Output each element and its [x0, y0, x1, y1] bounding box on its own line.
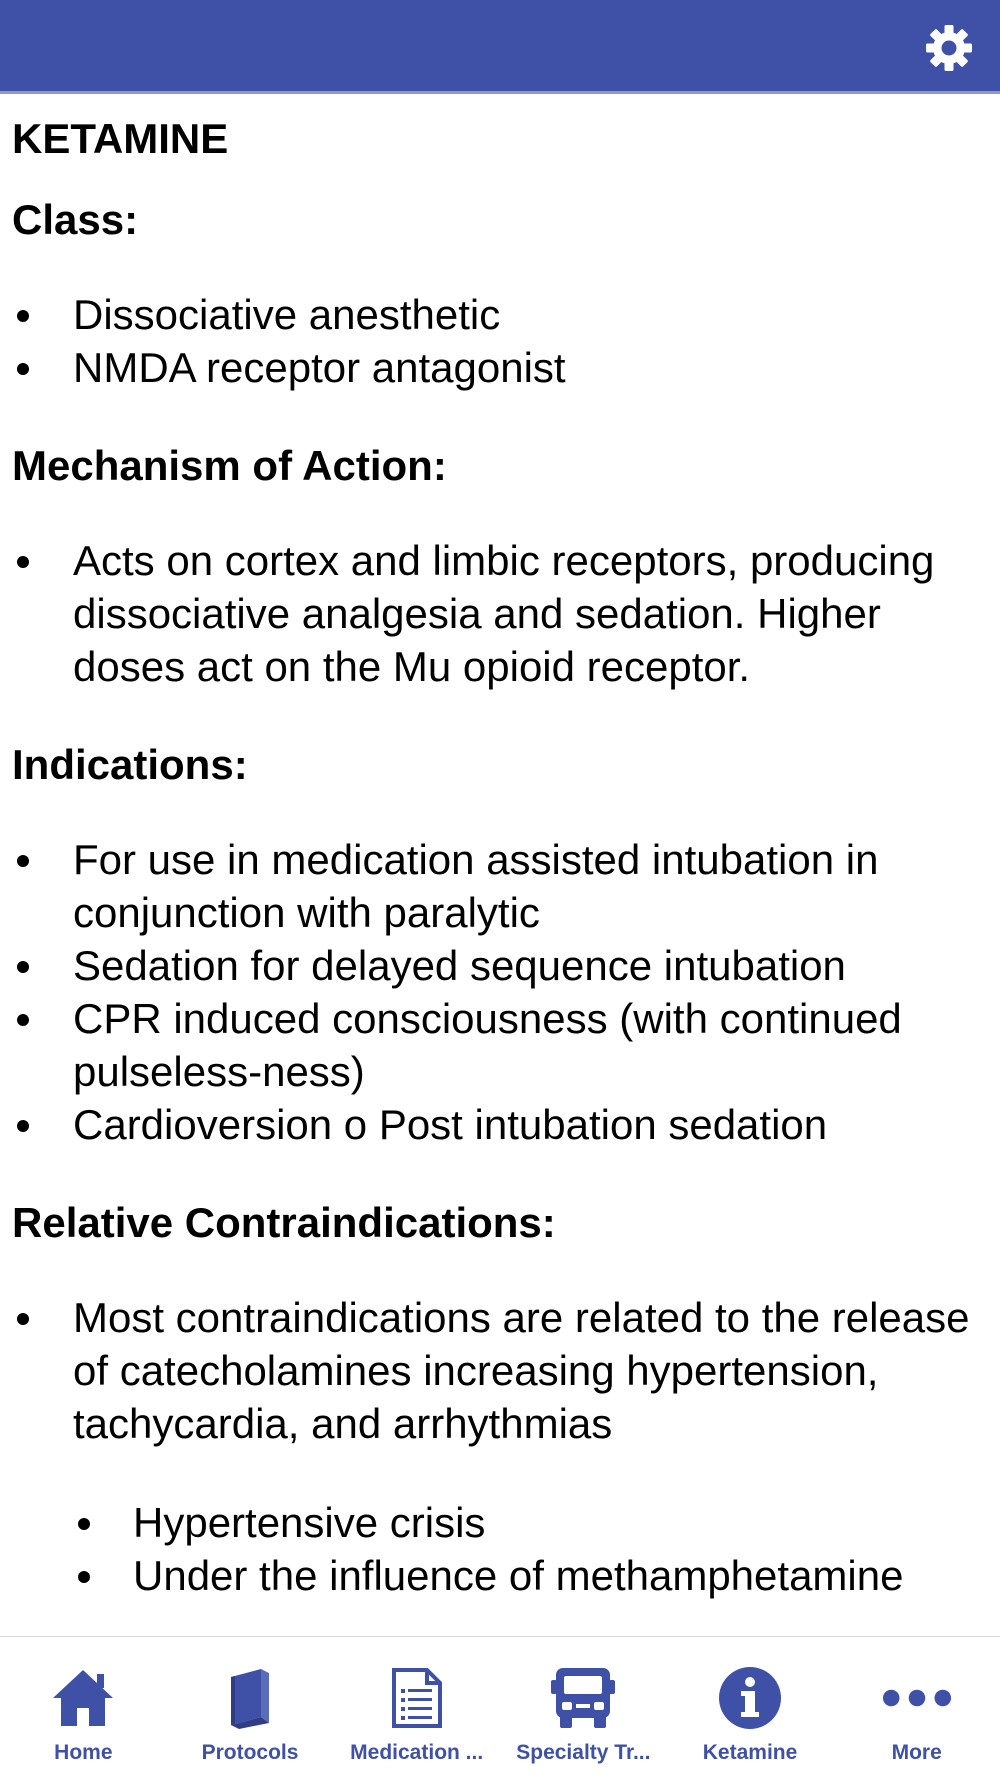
bottom-tab-bar [0, 1636, 1000, 1778]
list-item: Acts on cortex and limbic receptors, producing dissociative analgesia and sedation. Higher doses act on the Mu opioid receptor. [12, 534, 988, 693]
medication-content[interactable] [0, 96, 1000, 1636]
list-item: For use in medication assisted intubation in conjunction with paralytic [12, 833, 988, 939]
tab-more[interactable] [833, 1637, 1000, 1778]
page-title: KETAMINE [12, 115, 229, 162]
truck-icon [550, 1666, 616, 1730]
tab-label: More [891, 1741, 942, 1764]
indications-list [12, 833, 988, 1151]
tab-ketamine[interactable] [667, 1637, 834, 1778]
home-icon [51, 1668, 115, 1728]
tab-protocols[interactable] [167, 1637, 334, 1778]
gear-icon[interactable] [924, 23, 974, 73]
contraindications-list [12, 1291, 988, 1450]
contraindications-sublist [12, 1496, 988, 1602]
sub-list-item: Under the influence of methamphetamine [12, 1549, 988, 1602]
class-list [12, 288, 988, 394]
info-icon [718, 1666, 782, 1730]
tab-home[interactable] [0, 1637, 167, 1778]
more-dots-icon [882, 1686, 952, 1710]
document-list-icon [391, 1667, 443, 1729]
list-item: Dissociative anesthetic [12, 288, 988, 341]
list-item: Cardioversion o Post intubation sedation [12, 1098, 988, 1151]
tab-specialty[interactable] [500, 1637, 667, 1778]
sub-list-item: Hypertensive crisis [12, 1496, 988, 1549]
tab-label: Home [54, 1741, 113, 1764]
class-heading: Class: [12, 196, 139, 243]
contraindications-heading: Relative Contraindications: [12, 1199, 556, 1246]
list-item: NMDA receptor antagonist [12, 341, 988, 394]
top-navigation-bar [0, 0, 1000, 94]
tab-medication[interactable] [333, 1637, 500, 1778]
tab-label: Medication ... [350, 1741, 484, 1764]
book-icon [225, 1667, 275, 1729]
tab-label: Ketamine [702, 1741, 798, 1764]
tab-label: Specialty Tr... [516, 1741, 651, 1764]
list-item: CPR induced consciousness (with continued pulseless-ness) [12, 992, 988, 1098]
list-item: Most contraindications are related to the release of catecholamines increasing hypertension, tachycardia, and arrhythmias [12, 1291, 988, 1450]
mechanism-heading: Mechanism of Action: [12, 442, 447, 489]
indications-heading: Indications: [12, 741, 248, 788]
tab-label: Protocols [201, 1741, 299, 1764]
list-item: Sedation for delayed sequence intubation [12, 939, 988, 992]
mechanism-list [12, 534, 988, 693]
